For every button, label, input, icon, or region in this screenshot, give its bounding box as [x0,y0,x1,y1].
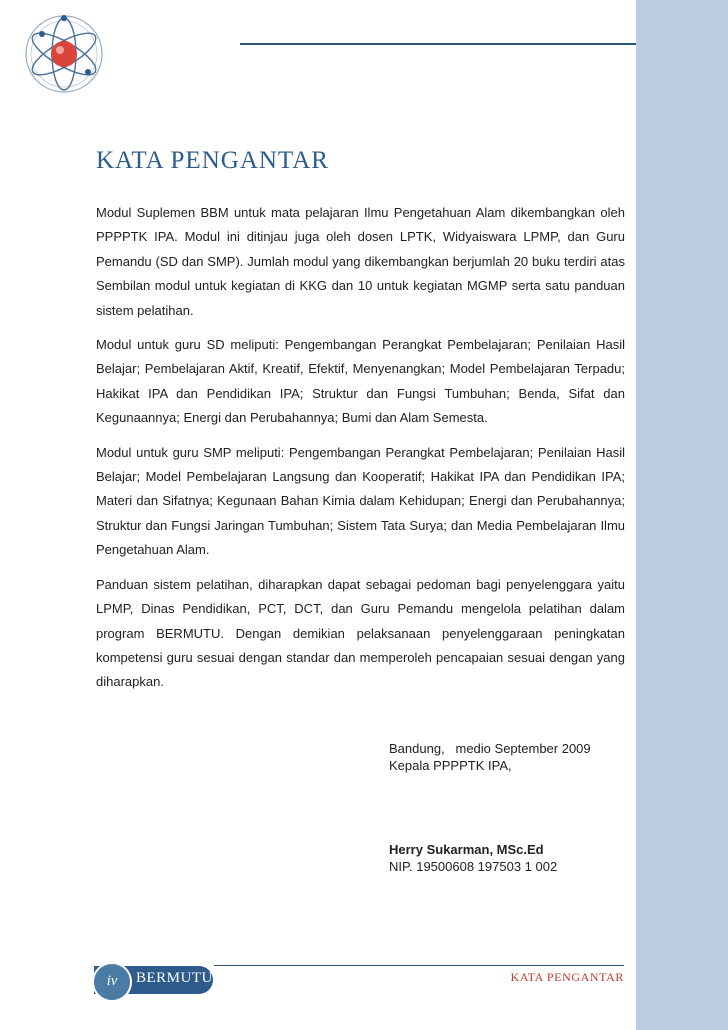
signature-position: Kepala PPPPTK IPA, [389,757,512,773]
paragraph-1: Modul Suplemen BBM untuk mata pelajaran Ilmu Pengetahuan Alam dikembangkan oleh PPPPTK IPA. Modul ini ditinjau juga oleh dosen LPTK, Widyaiswara LPMP, dan Guru Pemandu (SD dan SMP). Jumlah modul yang dikembangkan berjumlah 20 buku terdiri atas Sembilan modul untuk kegiatan di KKG dan 10 untuk kegiatan MGMP serta satu panduan sistem pelatihan. [96,205,625,318]
paragraph-2: Modul untuk guru SD meliputi: Pengembangan Perangkat Pembelajaran; Penilaian Hasil Belajar; Pembelajaran Aktif, Kreatif, Efektif, Menyenangkan; Model Pembelajaran Terpadu; Hakikat IPA dan Pendidikan IPA; Struktur dan Fungsi Tumbuhan; Benda, Sifat dan Kegunaannya; Energi dan Perubahannya; Bumi dan Alam Semesta. [96,337,625,426]
paragraph-4: Panduan sistem pelatihan, diharapkan dapat sebagai pedoman bagi penyelenggara yaitu LPMP, Dinas Pendidikan, PCT, DCT, dan Guru Pemandu mengelola pelatihan dalam program BERMUTU. Dengan demikian pelaksanaan penyelenggaraan peningkatan kompetensi guru sesuai dengan standar dan memperoleh pencapaian sesuai dengan yang diharapkan. [96,576,625,690]
signature-block [389,741,629,875]
footer-brand: BERMUTU [136,970,213,986]
signature-name: Herry Sukarman, MSc.Ed [389,842,544,857]
paragraph-3: Modul untuk guru SMP meliputi: Pengembangan Perangkat Pembelajaran; Penilaian Hasil Belajar; Model Pembelajaran Langsung dan Kooperatif; Hakikat IPA dan Pendidikan IPA; Materi dan Sifatnya; Kegunaan Bahan Kimia dalam Kehidupan; Energi dan Perubahannya; Struktur dan Fungsi Jaringan Tumbuhan; Sistem Tata Surya; dan Media Pembelajaran Ilmu Pengetahuan Alam. [96,444,625,558]
institution-logo [14,4,114,104]
body-text [96,201,625,705]
footer-section-title: KATA PENGANTAR [510,970,624,984]
signature-place-date: Bandung, medio September 2009 [389,741,591,756]
signature-space [389,774,629,842]
side-color-band [636,0,728,1030]
page-title: KATA PENGANTAR [96,147,329,174]
footer-rule [214,965,624,966]
header-rule [240,43,636,45]
signature-nip: NIP. 19500608 197503 1 002 [389,858,558,874]
page-number: iv [92,962,132,1002]
